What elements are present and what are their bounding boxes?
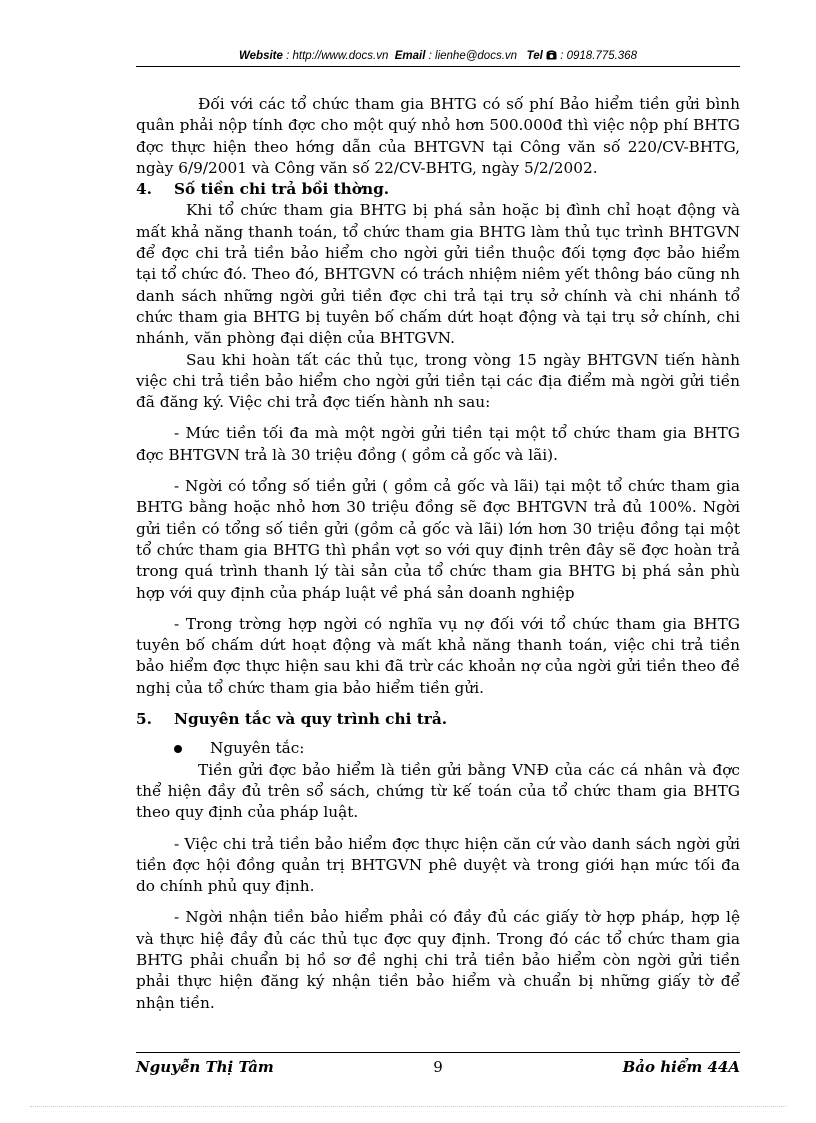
tel-label: Tel (526, 50, 543, 62)
paragraph: - Mức tiền tối đa mà một ngời gửi tiền tại một tổ chức tham gia BHTG đợc BHTGVN trả là 30 triệu đồng ( gồm cả gốc và lãi). (136, 424, 740, 464)
heading-text: Nguyên tắc và quy trình chi trả. (174, 710, 448, 729)
heading-text: Số tiền chi trả bồi thờng. (174, 180, 390, 199)
page-header (136, 50, 740, 62)
paragraph: - Ngời nhận tiền bảo hiểm phải có đầy đủ các giấy tờ hợp pháp, hợp lệ và thực hiệ đầy đủ các thủ tục đợc quy định. Trong đó các tổ chức tham gia BHTG phải chuẩn bị hồ sơ đề nghị chi trả tiền bảo hiểm còn ngời gửi tiền phải thực hiện đăng ký nhận tiền bảo hiểm và chuẩn bị những giấy tờ để nhận tiền. (136, 908, 740, 1012)
paragraph: - Trong trờng hợp ngời có nghĩa vụ nợ đối với tổ chức tham gia BHTG tuyên bố chấm dứt hoạt động và mất khả năng thanh toán, việc chi trả tiền bảo hiểm đợc thực hiện sau khi đã trừ các khoản nợ của ngời gửi tiền theo đề nghị của tổ chức tham gia bảo hiểm tiền gửi. (136, 614, 740, 697)
paragraph: Khi tổ chức tham gia BHTG bị phá sản hoặc bị đình chỉ hoạt động và mất khả năng thanh toán, tổ chức tham gia BHTG làm thủ tục trình BHTGVN để đợc chi trả tiền bảo hiểm cho ngời gửi tiền thuộc đối tợng đợc bảo hiểm tại tổ chức đó. Theo đó, BHTGVN có trách nhiệm niêm yết thông báo cũng nh danh sách những ngời gửi tiền đợc chi trả tại trụ sở chính và chi nhánh tổ chức tham gia BHTG bị tuyên bố chấm dứt hoạt động và tại trụ sở chính, chi nhánh, văn phòng đại diện của BHTGVN. (136, 201, 740, 348)
document-body (136, 94, 740, 1014)
heading-number: 5. (136, 710, 152, 729)
email-label: Email (394, 50, 426, 62)
paragraph: - Việc chi trả tiền bảo hiểm đợc thực hiện căn cứ vào danh sách ngời gửi tiền đợc hội đồng quản trị BHTGVN phê duyệt và trong giới hạn mức tối đa do chính phủ quy định. (136, 834, 740, 896)
website-label: Website (239, 50, 283, 62)
header-divider (136, 66, 740, 67)
bullet-icon (174, 745, 182, 753)
page-footer (136, 1058, 740, 1082)
section-heading-5 (136, 709, 740, 730)
heading-number: 4. (136, 180, 152, 199)
email-value: : lienhe@docs.vn (428, 50, 518, 62)
footer-divider (136, 1052, 740, 1053)
paragraph: - Ngời có tổng số tiền gửi ( gồm cả gốc và lãi) tại một tổ chức tham gia BHTG bằng hoặc nhỏ hơn 30 triệu đồng sẽ đợc BHTGVN trả đủ 100%. Ngời gửi tiền có tổng số tiền gửi (gồm cả gốc và lãi) lớn hơn 30 triệu đồng tại một tổ chức tham gia BHTG thì phần vợt so với quy định trên đây sẽ đợc hoàn trả trong quá trình thanh lý tài sản của tổ chức tham gia BHTG bị phá sản phù hợp với quy định của pháp luật về phá sản doanh nghiệp (136, 477, 740, 602)
paragraph: Tiền gửi đợc bảo hiểm là tiền gửi bằng VNĐ của các cá nhân và đợc thể hiện đầy đủ trên sổ sách, chứng từ kế toán của tổ chức tham gia BHTG theo quy định của pháp luật. (136, 760, 740, 822)
paragraph: Sau khi hoàn tất các thủ tục, trong vòng 15 ngày BHTGVN tiến hành việc chi trả tiền bảo hiểm cho ngời gửi tiền tại các địa điểm mà ngời gửi tiền đã đăng ký. Việc chi trả đợc tiến hành nh sau: (136, 350, 740, 412)
bullet-text: Nguyên tắc: (210, 739, 305, 758)
paragraph: Đối với các tổ chức tham gia BHTG có số phí Bảo hiểm tiền gửi bình quân phải nộp tính đợc cho một quý nhỏ hơn 500.000đ thì việc nộp phí BHTG đợc thực hiện theo hớng dẫn của BHTGVN tại Công văn số 220/CV-BHTG, ngày 6/9/2001 và Công văn số 22/CV-BHTG, ngày 5/2/2002. (136, 95, 740, 177)
page-number: 9 (433, 1058, 443, 1076)
footer-author: Nguyễn Thị Tâm (136, 1058, 274, 1076)
footer-class: Bảo hiểm 44A (622, 1058, 740, 1076)
website-value: : http://www.docs.vn (286, 50, 389, 62)
tel-value: : 0918.775.368 (560, 50, 637, 62)
phone-icon (546, 50, 560, 62)
bullet-item (136, 738, 740, 759)
section-heading-4 (136, 179, 740, 200)
page-bottom-dots (30, 1106, 786, 1107)
